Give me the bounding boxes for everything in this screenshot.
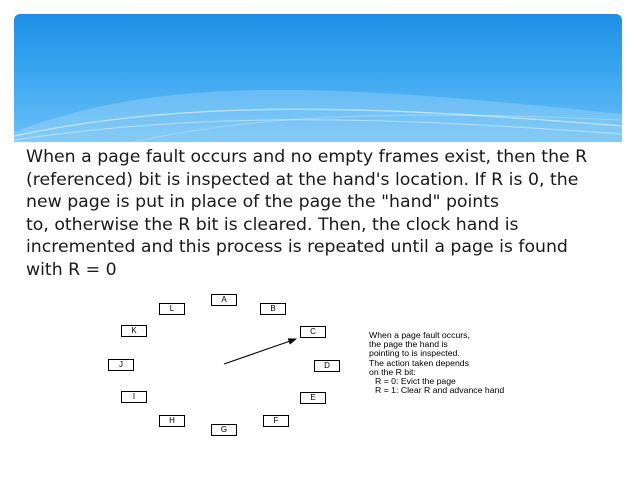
page-frame-i: I <box>121 391 147 403</box>
page-frame-a: A <box>211 294 237 306</box>
page-frame-h: H <box>159 415 185 427</box>
caption-line: the page the hand is <box>369 339 448 350</box>
body-line: (referenced) bit is inspected at the hand's location. If R is 0, the <box>26 169 579 190</box>
page-frame-l: L <box>159 303 185 315</box>
clock-caption <box>369 331 609 395</box>
body-line: to, otherwise the R bit is cleared. Then, the clock hand is <box>26 214 519 235</box>
body-line: with R = 0 <box>26 259 117 280</box>
caption-line: R = 1: Clear R and advance hand <box>375 385 505 396</box>
body-line: incremented and this process is repeated until a page is found <box>26 237 568 258</box>
page-frame-b: B <box>260 303 286 315</box>
caption-line: on the R bit: <box>369 366 416 377</box>
body-line: When a page fault occurs and no empty frames exist, then the R <box>26 147 588 167</box>
page-frame-j: J <box>108 359 134 371</box>
page-frame-e: E <box>300 392 326 404</box>
caption-line: R = 0: Evict the page <box>375 376 456 387</box>
body-line: new page is put in place of the page the "hand" points <box>26 192 500 213</box>
caption-line: When a page fault occurs, <box>369 330 470 340</box>
caption-line: The action taken depends <box>369 357 469 368</box>
page-frame-g: G <box>211 424 237 436</box>
page-frame-c: C <box>300 326 326 338</box>
caption-line: pointing to is inspected. <box>369 348 460 359</box>
page-frame-k: K <box>121 325 147 337</box>
page-frame-d: D <box>314 360 340 372</box>
page-frame-f: F <box>263 415 289 427</box>
